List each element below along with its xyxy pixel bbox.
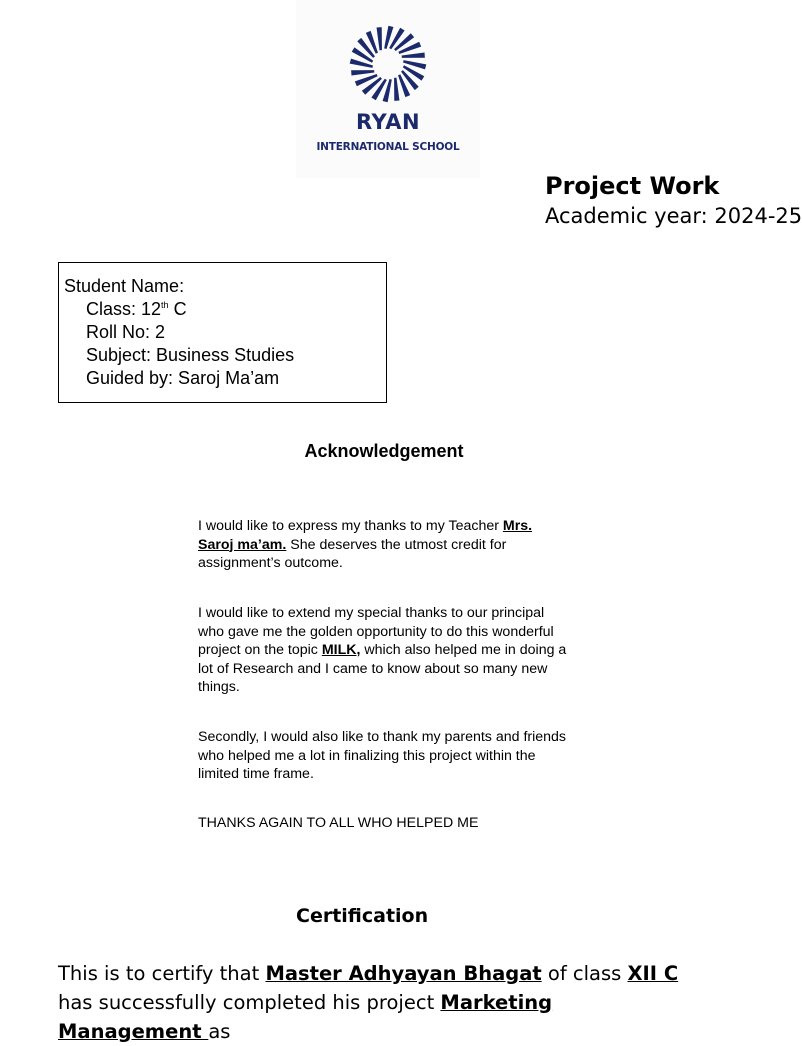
emblem-ray bbox=[402, 53, 425, 60]
ack-paragraph-thanks: THANKS AGAIN TO ALL WHO HELPED ME bbox=[198, 815, 479, 831]
academic-year: Academic year: 2024-25 bbox=[545, 204, 802, 228]
student-guide: Guided by: Saroj Ma’am bbox=[86, 368, 280, 388]
student-info-box bbox=[58, 262, 387, 403]
emblem-ray bbox=[351, 69, 374, 76]
certification-heading: Certification bbox=[296, 905, 429, 927]
student-class: Class: 12th C bbox=[86, 299, 187, 319]
emblem-ray bbox=[393, 78, 400, 101]
certification-text: This is to certify that Master Adhyayan Bhagat of class XII C has successfully completed his project Marketing Management as bbox=[58, 962, 679, 1043]
ack-paragraph-teacher: I would like to express my thanks to my Teacher Mrs. Saroj ma’am. She deserves the utmost credit for assignment’s outcome. bbox=[198, 518, 533, 571]
emblem-ray bbox=[377, 27, 384, 50]
ack-paragraph-principal: I would like to extend my special thanks to our principal who gave me the golden opportunity to do this wonderful project on the topic MILK, which also helped me in doing a lot of Research and I came to know about so many new things. bbox=[198, 605, 567, 695]
student-subject: Subject: Business Studies bbox=[86, 345, 295, 365]
student-name-label: Student Name: bbox=[64, 276, 185, 296]
page-title: Project Work bbox=[545, 172, 720, 200]
sunburst-emblem-icon bbox=[348, 24, 428, 104]
logo-subtitle: INTERNATIONAL SCHOOL bbox=[316, 141, 460, 153]
school-logo bbox=[296, 0, 480, 178]
logo-name: RYAN bbox=[355, 110, 421, 134]
ack-paragraph-parents: Secondly, I would also like to thank my parents and friends who helped me a lot in finalizing this project within the limited time frame. bbox=[198, 729, 567, 782]
acknowledgement-heading: Acknowledgement bbox=[304, 441, 464, 461]
student-roll: Roll No: 2 bbox=[86, 322, 166, 342]
